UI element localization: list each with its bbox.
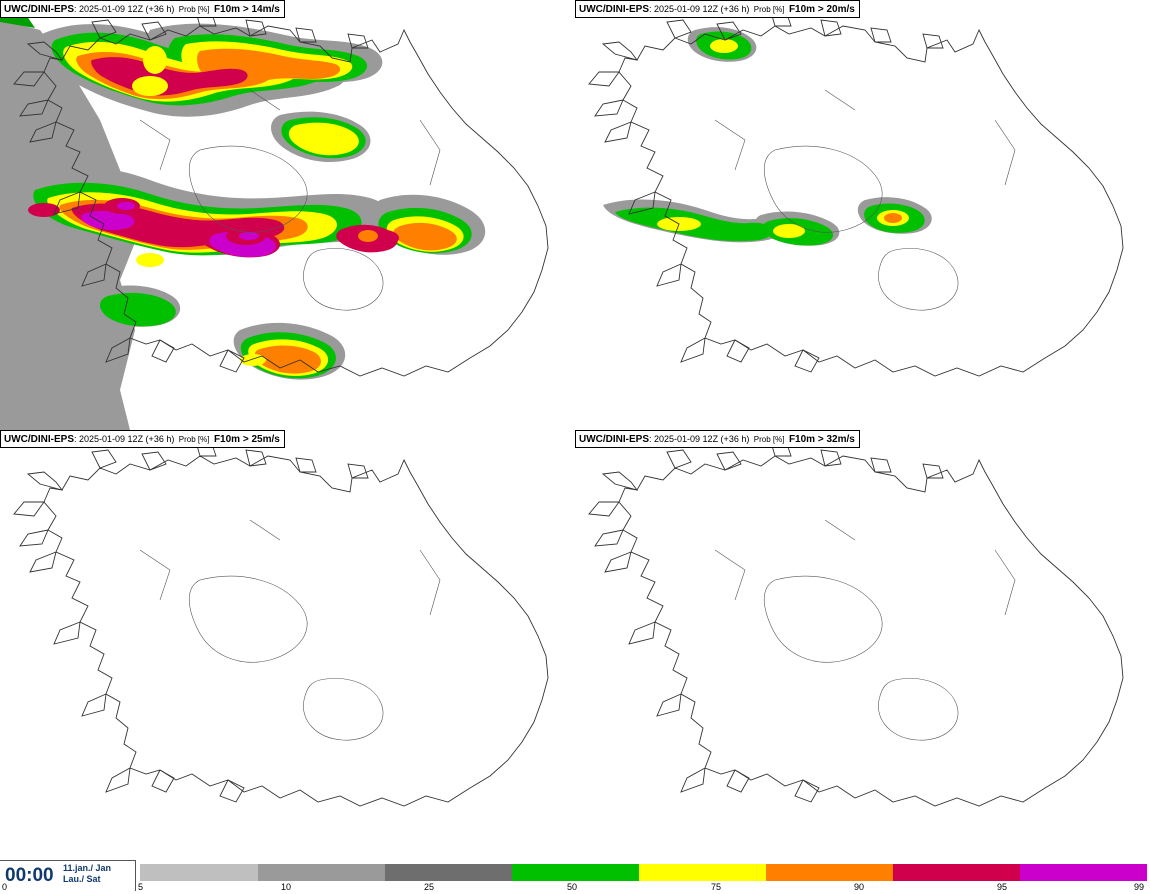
colorbar-tick-labels [0,882,1150,894]
colorbar-swatch-90 [766,864,893,881]
panel-title-14ms [0,0,285,18]
colorbar-swatch-10 [258,864,385,881]
map-svg-20ms [575,0,1150,430]
map-canvas-20ms [575,0,1150,430]
panel-prob-label: Prob [%] [753,5,785,14]
tick-10: 10 [281,882,292,892]
date-line-2: Lau./ Sat [63,874,101,884]
map-svg-25ms [0,430,575,860]
clock-label: 00:00 [5,865,54,886]
map-svg-14ms [0,0,575,430]
iceland-coastline [14,442,548,806]
iceland-coastline [589,442,1123,806]
map-panel-14ms[interactable] [0,0,575,430]
panel-title-32ms [575,430,860,448]
colorbar-swatch-50 [512,864,639,881]
panel-model-label: UWC/DINI-EPS [4,4,74,15]
panel-prob-label: Prob [%] [753,435,785,444]
map-canvas-14ms [0,0,575,430]
panel-run-value: 2025-01-09 12Z (+36 h) [79,4,175,14]
date-line-1: 11.jan./ Jan [63,863,112,873]
probability-colorbar [140,864,1147,881]
panel-prob-label: Prob [%] [178,435,210,444]
map-canvas-32ms [575,430,1150,860]
colorbar-swatch-75 [639,864,766,881]
panel-run-value: 2025-01-09 12Z (+36 h) [79,434,175,444]
map-panel-20ms[interactable] [575,0,1150,430]
panel-model-label: UWC/DINI-EPS [579,4,649,15]
panel-run-label: : [74,4,80,14]
panel-prob-label: Prob [%] [178,5,210,14]
panel-title-20ms [575,0,860,18]
panel-model-label: UWC/DINI-EPS [4,434,74,445]
footer-bar [0,860,1150,891]
panel-threshold-label: F10m > 20m/s [788,4,855,15]
inland-detail [140,520,440,740]
panel-run-separator: : [649,4,655,14]
colorbar-swatch-5 [140,864,258,881]
prob-shading-orange [884,213,902,223]
inland-detail [715,520,1015,740]
panel-model-label: UWC/DINI-EPS [579,434,649,445]
tick-50: 50 [567,882,578,892]
map-canvas-25ms [0,430,575,860]
tick-95: 95 [997,882,1008,892]
tick-5: 5 [138,882,144,892]
panel-run-separator: : [649,434,655,444]
map-panel-25ms[interactable] [0,430,575,860]
colorbar-swatch-25 [385,864,512,881]
panel-title-25ms [0,430,285,448]
tick-90: 90 [854,882,865,892]
panel-run-value: 2025-01-09 12Z (+36 h) [654,434,750,444]
panel-run-value: 2025-01-09 12Z (+36 h) [654,4,750,14]
map-panel-32ms[interactable] [575,430,1150,860]
map-svg-32ms [575,430,1150,860]
tick-25: 25 [424,882,435,892]
panel-threshold-label: F10m > 32m/s [788,434,855,445]
colorbar-swatch-95 [893,864,1020,881]
iceland-coastline [589,12,1123,376]
colorbar-zero-label: 0 [2,882,8,892]
colorbar-swatch-99 [1020,864,1147,881]
tick-75: 75 [711,882,722,892]
panel-run-separator: : [74,434,80,444]
tick-99: 99 [1134,882,1145,892]
panel-threshold-label: F10m > 14m/s [213,4,280,15]
panel-threshold-label: F10m > 25m/s [213,434,280,445]
